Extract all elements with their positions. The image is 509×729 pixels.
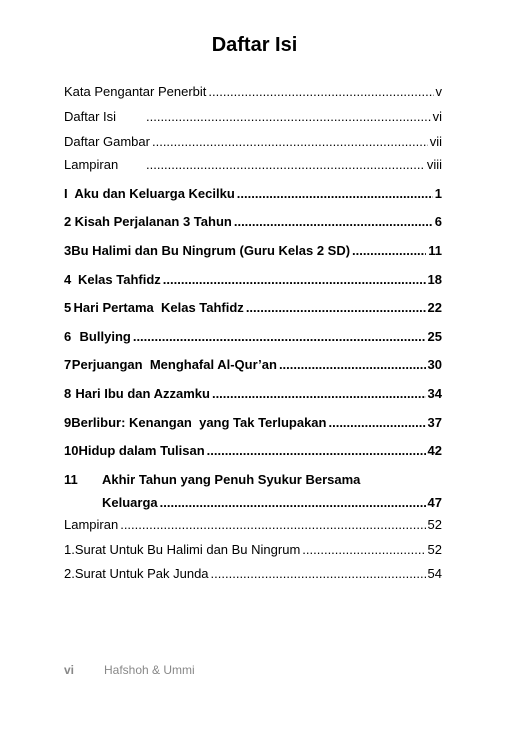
footer-page-number: vi [64, 663, 75, 677]
chapter-page: 42 [427, 443, 442, 458]
toc-chapter-11 [64, 472, 442, 510]
toc-leader [234, 214, 433, 229]
appendix-page: 52 [427, 542, 442, 557]
chapter-page: 22 [427, 300, 442, 315]
chapter-number: 7 [64, 357, 72, 372]
chapter-page: 6 [434, 214, 442, 229]
toc-entry-label: Daftar Gambar [64, 134, 150, 149]
toc-leader [120, 517, 425, 532]
toc-chapter-5 [64, 300, 442, 315]
toc-leader [207, 443, 426, 458]
toc-leader [237, 186, 433, 201]
appendix-label: Surat Untuk Bu Halimi dan Bu Ningrum [74, 542, 301, 557]
toc-chapter-9 [64, 415, 442, 430]
chapter-page: 18 [427, 272, 442, 287]
toc-leader [211, 566, 426, 581]
chapter-title: Perjuangan Menghafal Al-Qur’an [71, 357, 277, 372]
toc-chapter-8 [64, 386, 442, 401]
toc-leader [279, 357, 426, 372]
toc-entry-page: vi [432, 109, 442, 124]
toc-entry-contents [64, 109, 442, 124]
toc-entry-page: v [435, 84, 442, 99]
toc-entry-label: Daftar Isi [64, 109, 117, 124]
appendix-page: 54 [427, 566, 442, 581]
chapter-number: 11 [64, 472, 78, 487]
chapter-number: 4 [64, 272, 72, 287]
chapter-number: 3 [64, 243, 72, 258]
chapter-title-line1: Akhir Tahun yang Penuh Syukur Bersama [102, 472, 361, 487]
toc-leader [163, 272, 426, 287]
toc-appendix-item-1 [64, 542, 442, 557]
toc-entry-label: Lampiran [64, 157, 119, 172]
toc-chapter-1 [64, 186, 442, 201]
page-footer [64, 663, 195, 677]
chapter-page: 11 [428, 243, 442, 258]
toc-entry-figures [64, 134, 442, 149]
toc-leader [160, 495, 426, 510]
toc-chapter-3 [64, 243, 442, 258]
appendix-number: 2. [64, 566, 75, 581]
chapter-number: 2 [64, 214, 72, 229]
chapter-title-line2: Keluarga [102, 495, 158, 510]
toc-entry-page: 52 [427, 517, 442, 532]
toc-leader [146, 109, 431, 124]
chapter-page: 34 [427, 386, 442, 401]
toc-leader [152, 134, 428, 149]
toc-leader [133, 329, 426, 344]
chapter-number: I [64, 186, 68, 201]
toc-leader [146, 157, 425, 172]
chapter-title: Bu Halimi dan Bu Ningrum (Guru Kelas 2 SD) [71, 243, 351, 258]
toc-leader [246, 300, 426, 315]
chapter-title: Bullying [79, 329, 131, 344]
chapter-page: 47 [427, 495, 442, 510]
chapter-number: 9 [64, 415, 72, 430]
chapter-number: 8 [64, 386, 72, 401]
chapter-title: Hidup dalam Tulisan [78, 443, 205, 458]
toc-chapter-4 [64, 272, 442, 287]
chapter-number: 6 [64, 329, 72, 344]
chapter-page: 37 [427, 415, 442, 430]
toc-leader [328, 415, 425, 430]
toc-entry-appendix-front [64, 157, 442, 172]
toc-chapter-6 [64, 329, 442, 344]
toc-chapter-7 [64, 357, 442, 372]
toc-chapter-2 [64, 214, 442, 229]
chapter-title: Aku dan Keluarga Kecilku [74, 186, 235, 201]
chapter-title: Berlibur: Kenangan yang Tak Terlupakan [71, 415, 327, 430]
chapter-title: Kisah Perjalanan 3 Tahun [74, 214, 232, 229]
toc-leader [352, 243, 426, 258]
toc-leader [212, 386, 426, 401]
chapter-title: Hari Pertama Kelas Tahfidz [73, 300, 244, 315]
toc-leader [208, 84, 433, 99]
chapter-page: 30 [427, 357, 442, 372]
appendix-label: Surat Untuk Pak Junda [74, 566, 209, 581]
toc-entry-page: vii [429, 134, 442, 149]
toc-entry-preface [64, 84, 442, 99]
chapter-title: Hari Ibu dan Azzamku [75, 386, 210, 401]
chapter-number: 5 [64, 300, 72, 315]
toc-entry-label: Kata Pengantar Penerbit [64, 84, 207, 99]
appendix-number: 1. [64, 542, 75, 557]
toc-entry-label: Lampiran [64, 517, 119, 532]
chapter-page: 1 [434, 186, 442, 201]
toc-entry-page: viii [426, 157, 442, 172]
toc-leader [302, 542, 425, 557]
toc-entry-appendix [64, 517, 442, 532]
toc-chapter-10 [64, 443, 442, 458]
chapter-page: 25 [427, 329, 442, 344]
chapter-number: 10 [64, 443, 79, 458]
toc-appendix-item-2 [64, 566, 442, 581]
chapter-title: Kelas Tahfidz [77, 272, 161, 287]
page-title: Daftar Isi [211, 34, 298, 56]
footer-authors: Hafshoh & Ummi [104, 663, 195, 677]
